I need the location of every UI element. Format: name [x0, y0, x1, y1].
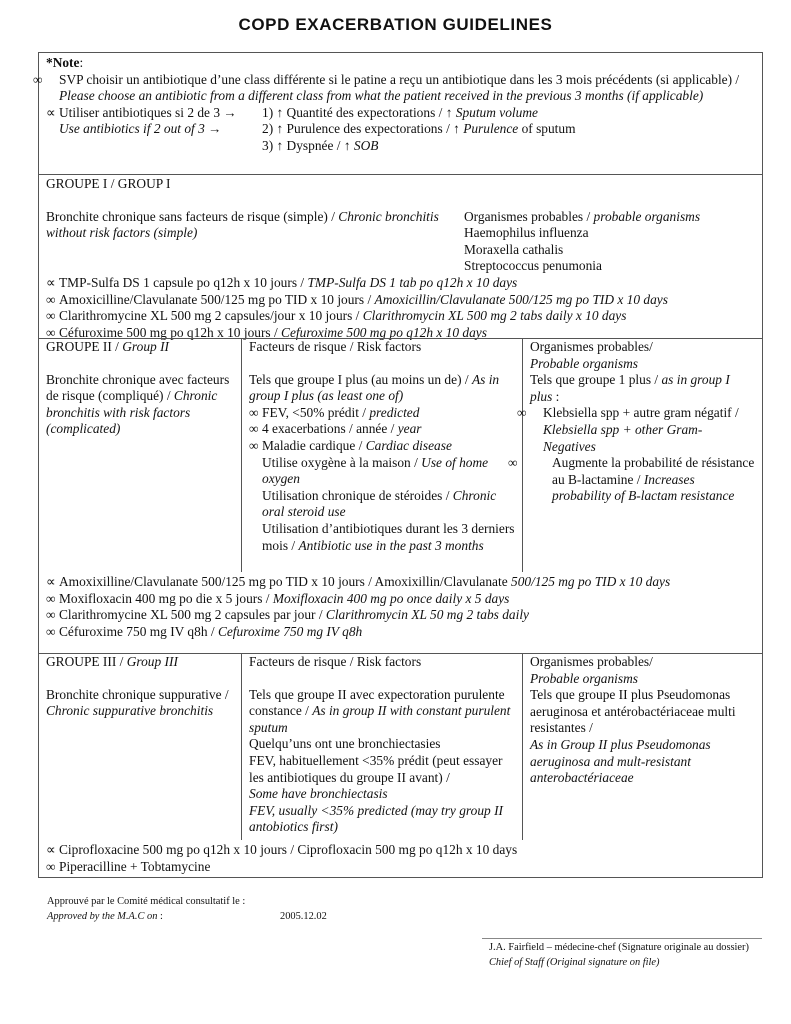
- note-section: [33, 52, 763, 175]
- treatment-item: ∞ Clarithromycine XL 500 mg 2 capsules/jour x 10 jours / Clarithromycin XL 500 mg 2 tabs daily x 10 days: [46, 308, 627, 324]
- criterion-1: 1) ↑ Quantité des expectorations / ↑ Sputum volume: [262, 104, 538, 120]
- antibiotic-criteria: ∝ Utiliser antibiotiques si 2 de 3 → Use antibiotics if 2 out of 3 → 1) ↑ Quantité des expectorations / ↑ Sputum volume 2) ↑ Purulence des expectorations / ↑ Purulence of sputum 3) ↑ Dyspnée / ↑ SOB: [46, 105, 755, 155]
- group-3-organisms-cell: Organismes probables/ Probable organisms Tels que groupe II plus Pseudomonas aeruginosa et antérobactériaceae multi resistantes / As in Group II plus Pseudomonas aeruginosa and mult-resistant anterobactériaceae: [522, 654, 762, 840]
- signature-line: [482, 938, 762, 939]
- signature-en: Chief of Staff (Original signature on file): [489, 957, 660, 968]
- group-3-description-cell: GROUPE III / Group III Bronchite chronique suppurative / Chronic suppurative bronchitis: [39, 654, 241, 840]
- treatment-item: ∞ Moxifloxacin 400 mg po die x 5 jours / Moxifloxacin 400 mg po once daily x 5 days: [46, 590, 510, 606]
- approval-date: 2005.12.02: [280, 911, 327, 922]
- criterion-2: 2) ↑ Purulence des expectorations / ↑ Purulence of sputum: [262, 121, 576, 137]
- treatment-item: ∞ Piperacilline + Tobtamycine: [46, 858, 211, 874]
- risk-item: ∞ FEV, <50% prédit / predicted: [249, 404, 420, 420]
- treatment-item: ∝ Amoxixilline/Clavulanate 500/125 mg po TID x 10 jours / Amoxixillin/Clavulanate 500/125 mg po TID x 10 days: [46, 574, 671, 589]
- risk-item: ∞ Maladie cardique / Cardiac disease: [249, 437, 452, 453]
- criterion-3: 3) ↑ Dyspnée / ↑ SOB: [262, 137, 379, 153]
- organism-item: ∞ Augmente la probabilité de résistance au B-lactamine / Increases probability of B-lactam resistance: [508, 455, 755, 504]
- group-3-header: GROUPE III / Group III: [46, 654, 178, 669]
- page-title: COPD EXACERBATION GUIDELINES: [238, 15, 553, 34]
- risk-item: Utilise oxygène à la maison / Use of home oxygen: [262, 454, 489, 487]
- group-2-treatments: [39, 572, 762, 642]
- organism-item: ∞ Klebsiella spp + autre gram négatif / Klebsiella spp + other Gram-Negatives: [517, 405, 739, 454]
- note-heading: *Note:: [46, 55, 84, 70]
- group-3-treatments: [39, 840, 762, 877]
- treatment-item: ∝ Ciprofloxacine 500 mg po q12h x 10 jours / Ciprofloxacin 500 mg po q12h x 10 days: [46, 842, 518, 857]
- organism-item: Haemophilus influenza: [464, 225, 589, 241]
- proportional-bullet-icon: ∝: [46, 104, 56, 120]
- signature-block: [489, 940, 769, 970]
- group-1-section: [38, 174, 763, 339]
- group-1-description: Bronchite chronique sans facteurs de risque (simple) / Chronic bronchitis without risk factors (simple): [46, 208, 439, 241]
- organism-item: Streptococcus penumonia: [464, 258, 602, 274]
- group-2-risk-factors-cell: Facteurs de risque / Risk factors Tels que groupe I plus (au moins un de) / As in group I plus (as least one of) ∞ FEV, <50% prédit / predicted ∞ 4 exacerbations / année / year ∞ Maladie cardique / Cardiac disease Utilise oxygène à la maison / Use of home oxygen Utilisation chronique de stéroides / Chronic oral steroid use Utilisation d’antibiotiques durant les 3 derniers mois / Antibiotic use in the past 3 months: [241, 339, 522, 572]
- treatment-item: ∝ TMP-Sulfa DS 1 capsule po q12h x 10 jours / TMP-Sulfa DS 1 tab po q12h x 10 days: [46, 274, 518, 290]
- group-3-risk-factors-cell: Facteurs de risque / Risk factors Tels que groupe II avec expectoration purulente constance / As in group II with constant purulent sputum Quelqu’uns ont une bronchiectasies FEV, habituellement <35% prédit (peut essayer les antibiotiques du groupe II avant) / Some have bronchiectasis FEV, usually <35% predicted (may try group II antobiotics first): [241, 654, 522, 840]
- risk-item: ∞ 4 exacerbations / année / year: [249, 421, 422, 437]
- group-1-header: GROUPE I / GROUP I: [46, 176, 171, 191]
- approval-fr: Approuvé par le Comité médical consultatif le :: [47, 896, 246, 907]
- note-bullet-1: ∞ SVP choisir un antibiotique d’une class différente si le patine a reçu un antibiotique dans les 3 mois précédents (si applicable) / Please choose an antibiotic from a different class from what the patient received in the previous 3 months (if applicable): [33, 71, 740, 104]
- treatment-item: ∞ Céfuroxime 500 mg po q12h x 10 jours / Cefuroxime 500 mg po q12h x 10 days: [46, 324, 487, 340]
- group-2-organisms-cell: Organismes probables/ Probable organisms Tels que groupe 1 plus / as in group I plus : ∞ Klebsiella spp + autre gram négatif / Klebsiella spp + other Gram-Negatives ∞ Augmente la probabilité de résistance au B-lactamine / Increases probability of B-lactam resistance: [522, 339, 762, 572]
- infinity-bullet-icon: ∞: [33, 71, 43, 87]
- treatment-item: ∞ Clarithromycine XL 500 mg 2 capsules par jour / Clarithromycin XL 50 mg 2 tabs daily: [46, 607, 529, 623]
- treatment-item: ∞ Amoxicilline/Clavulanate 500/125 mg po TID x 10 jours / Amoxicillin/Clavulanate 500/125 mg po TID x 10 days: [46, 291, 668, 307]
- approval-en: Approved by the M.A.C on :: [47, 911, 163, 922]
- signature-fr: J.A. Fairfield – médecine-chef (Signature originale au dossier): [489, 942, 749, 953]
- risk-item: Utilisation d’antibiotiques durant les 3 derniers mois / Antibiotic use in the past 3 months: [262, 520, 515, 553]
- group-1-treatments: [46, 275, 755, 341]
- risk-factors-header: Facteurs de risque / Risk factors: [249, 654, 422, 669]
- approval-block: [47, 894, 245, 924]
- group-2-header: GROUPE II / Group II: [46, 339, 170, 354]
- treatment-item: ∞ Céfuroxime 750 mg IV q8h / Cefuroxime 750 mg IV q8h: [46, 623, 363, 639]
- group-2-description-cell: GROUPE II / Group II Bronchite chronique avec facteurs de risque (compliqué) / Chronic bronchitis with risk factors (complicated): [39, 339, 241, 572]
- group-3-section: [38, 653, 763, 878]
- risk-item: Utilisation chronique de stéroides / Chronic oral steroid use: [262, 487, 497, 520]
- group-1-organisms: Organismes probables / probable organisms Haemophilus influenza Moraxella cathalis Streptococcus penumonia: [464, 208, 701, 274]
- organism-item: Moraxella cathalis: [464, 241, 564, 257]
- risk-factors-header: Facteurs de risque / Risk factors: [249, 339, 422, 354]
- group-2-section: [38, 338, 763, 654]
